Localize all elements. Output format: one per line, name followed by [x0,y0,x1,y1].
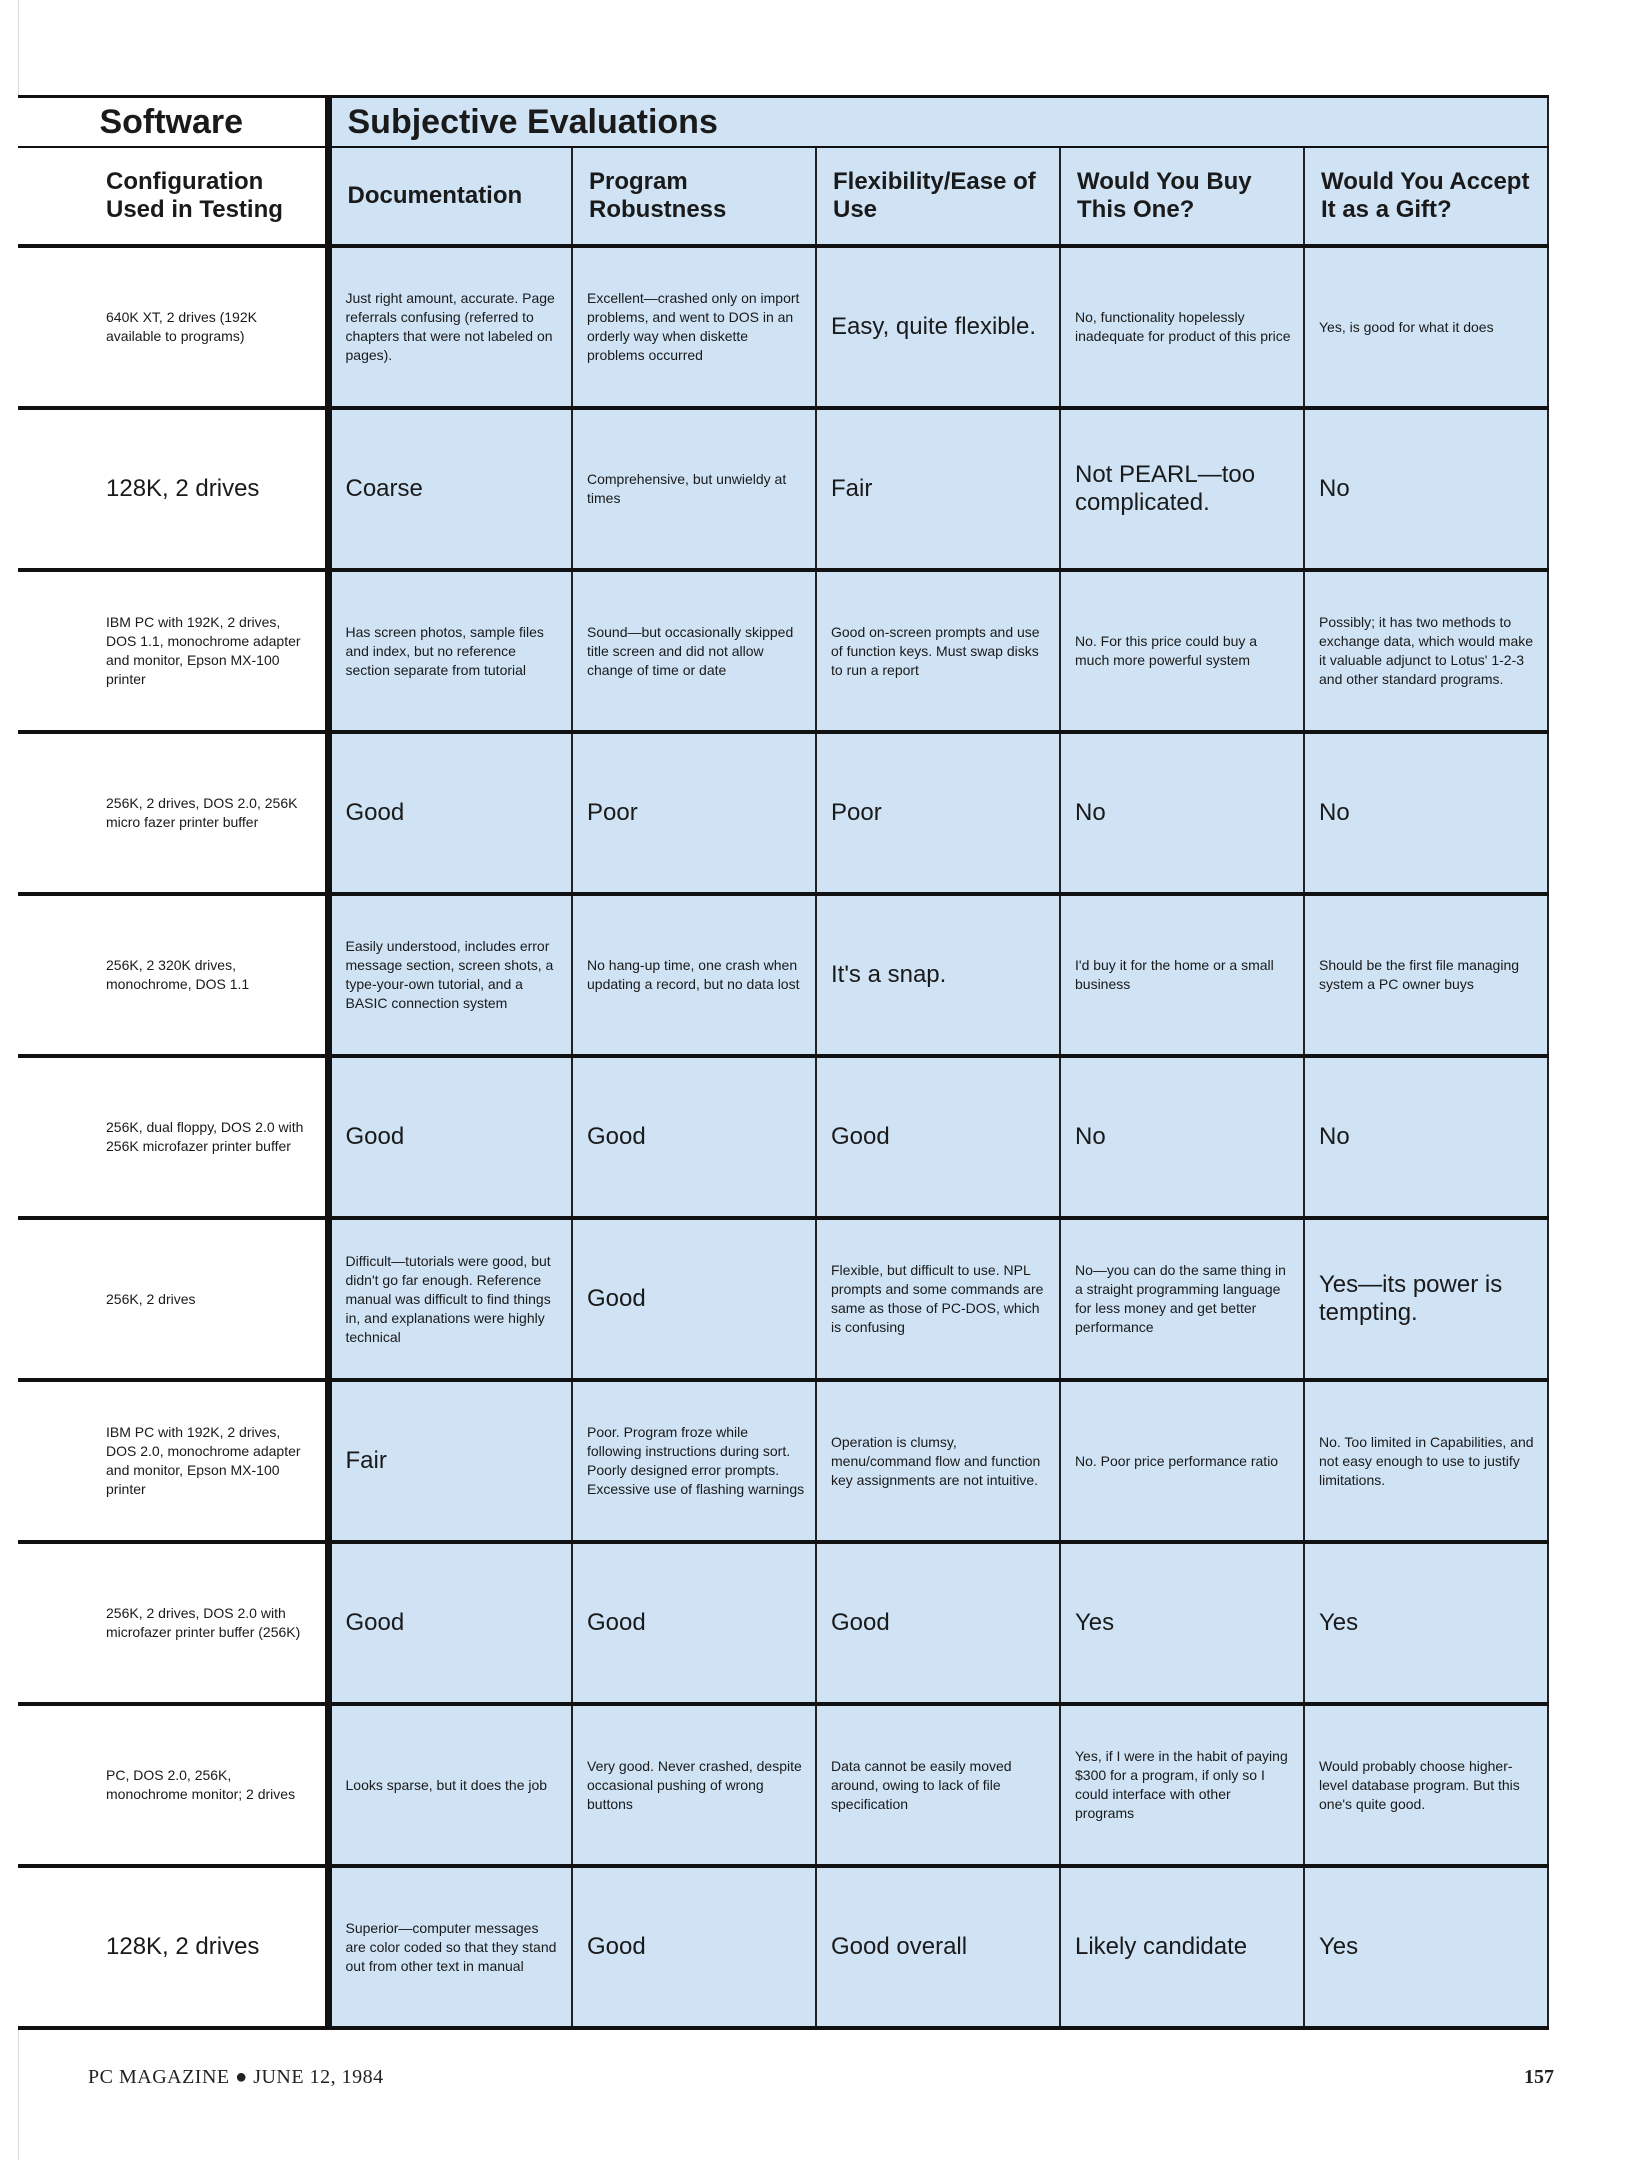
title-row [18,97,1548,148]
table-row [18,1866,1548,2028]
buy-cell: No—you can do the same thing in a straight programming language for less money and get better performance [1060,1218,1304,1380]
buy-cell: No [1060,732,1304,894]
table-row [18,1380,1548,1542]
gift-cell: Yes [1304,1866,1548,2028]
robustness-cell: Good [572,1866,816,2028]
table-row [18,1218,1548,1380]
buy-cell: Likely candidate [1060,1866,1304,2028]
flexibility-cell: Fair [816,408,1060,570]
gift-cell: No [1304,408,1548,570]
flexibility-cell: It's a snap. [816,894,1060,1056]
robustness-cell: Very good. Never crashed, despite occasional pushing of wrong buttons [572,1704,816,1866]
column-header-gift: Would You Accept It as a Gift? [1304,147,1548,246]
config-cell: PC, DOS 2.0, 256K, monochrome monitor; 2 drives [18,1704,328,1866]
flexibility-cell: Good [816,1542,1060,1704]
flexibility-cell: Good overall [816,1866,1060,2028]
robustness-cell: Comprehensive, but unwieldy at times [572,408,816,570]
gift-cell: No [1304,732,1548,894]
table-row [18,246,1548,408]
documentation-cell: Has screen photos, sample files and index, but no reference section separate from tutorial [328,570,572,732]
documentation-cell: Looks sparse, but it does the job [328,1704,572,1866]
config-cell: 256K, 2 drives, DOS 2.0, 256K micro fazer printer buffer [18,732,328,894]
column-header-flexibility: Flexibility/Ease of Use [816,147,1060,246]
config-cell: 256K, 2 320K drives, monochrome, DOS 1.1 [18,894,328,1056]
gift-cell: Yes—its power is tempting. [1304,1218,1548,1380]
flexibility-cell: Operation is clumsy, menu/command flow and function key assignments are not intuitive. [816,1380,1060,1542]
documentation-cell: Good [328,1056,572,1218]
robustness-cell: Good [572,1218,816,1380]
buy-cell: Yes [1060,1542,1304,1704]
table-row [18,732,1548,894]
documentation-cell: Good [328,1542,572,1704]
documentation-cell: Superior—computer messages are color coded so that they stand out from other text in manual [328,1866,572,2028]
config-cell: 128K, 2 drives [18,1866,328,2028]
buy-cell: No [1060,1056,1304,1218]
documentation-cell: Coarse [328,408,572,570]
footer-publication: PC MAGAZINE ● JUNE 12, 1984 [88,2066,384,2088]
robustness-cell: Good [572,1542,816,1704]
gift-cell: Yes [1304,1542,1548,1704]
column-header-documentation: Documentation [328,147,572,246]
gift-cell: No. Too limited in Capabilities, and not easy enough to use to justify limitations. [1304,1380,1548,1542]
gift-cell: Possibly; it has two methods to exchange data, which would make it valuable adjunct to Lotus' 1-2-3 and other standard programs. [1304,570,1548,732]
flexibility-cell: Good on-screen prompts and use of function keys. Must swap disks to run a report [816,570,1060,732]
gift-cell: Would probably choose higher-level database program. But this one's quite good. [1304,1704,1548,1866]
config-cell: 128K, 2 drives [18,408,328,570]
column-header-row [18,147,1548,246]
buy-cell: I'd buy it for the home or a small business [1060,894,1304,1056]
table-row [18,1542,1548,1704]
buy-cell: No. For this price could buy a much more powerful system [1060,570,1304,732]
robustness-cell: Poor. Program froze while following instructions during sort. Poorly designed error prompts. Excessive use of flashing warnings [572,1380,816,1542]
documentation-cell: Difficult—tutorials were good, but didn't go far enough. Reference manual was difficult to find things in, and explanations were highly technical [328,1218,572,1380]
config-cell: IBM PC with 192K, 2 drives, DOS 2.0, monochrome adapter and monitor, Epson MX-100 printer [18,1380,328,1542]
table-row [18,1704,1548,1866]
buy-cell: Yes, if I were in the habit of paying $300 for a program, if only so I could interface with other programs [1060,1704,1304,1866]
robustness-cell: No hang-up time, one crash when updating a record, but no data lost [572,894,816,1056]
robustness-cell: Excellent—crashed only on import problems, and went to DOS in an orderly way when diskette problems occurred [572,246,816,408]
config-cell: 640K XT, 2 drives (192K available to programs) [18,246,328,408]
robustness-cell: Sound—but occasionally skipped title screen and did not allow change of time or date [572,570,816,732]
table-row [18,570,1548,732]
flexibility-cell: Data cannot be easily moved around, owing to lack of file specification [816,1704,1060,1866]
table-row [18,1056,1548,1218]
column-header-robustness: Program Robustness [572,147,816,246]
flexibility-cell: Flexible, but difficult to use. NPL prompts and some commands are same as those of PC-DOS, which is confusing [816,1218,1060,1380]
gift-cell: Yes, is good for what it does [1304,246,1548,408]
documentation-cell: Fair [328,1380,572,1542]
column-header-buy: Would You Buy This One? [1060,147,1304,246]
robustness-cell: Good [572,1056,816,1218]
page-number: 157 [1524,2066,1554,2088]
table-row [18,408,1548,570]
buy-cell: No, functionality hopelessly inadequate for product of this price [1060,246,1304,408]
software-heading: Software [18,97,328,148]
config-cell: 256K, dual floppy, DOS 2.0 with 256K microfazer printer buffer [18,1056,328,1218]
flexibility-cell: Good [816,1056,1060,1218]
evaluation-table [18,95,1549,2030]
config-cell: 256K, 2 drives [18,1218,328,1380]
config-cell: 256K, 2 drives, DOS 2.0 with microfazer printer buffer (256K) [18,1542,328,1704]
documentation-cell: Just right amount, accurate. Page referrals confusing (referred to chapters that were not labeled on pages). [328,246,572,408]
table-row [18,894,1548,1056]
subjective-evaluations-heading: Subjective Evaluations [328,97,1548,148]
column-header-configuration: Configuration Used in Testing [18,147,328,246]
config-cell: IBM PC with 192K, 2 drives, DOS 1.1, monochrome adapter and monitor, Epson MX-100 printer [18,570,328,732]
gift-cell: Should be the first file managing system a PC owner buys [1304,894,1548,1056]
flexibility-cell: Poor [816,732,1060,894]
buy-cell: Not PEARL—too complicated. [1060,408,1304,570]
documentation-cell: Easily understood, includes error message section, screen shots, a type-your-own tutorial, and a BASIC connection system [328,894,572,1056]
evaluation-table-container [18,95,1548,2030]
gift-cell: No [1304,1056,1548,1218]
documentation-cell: Good [328,732,572,894]
robustness-cell: Poor [572,732,816,894]
buy-cell: No. Poor price performance ratio [1060,1380,1304,1542]
flexibility-cell: Easy, quite flexible. [816,246,1060,408]
